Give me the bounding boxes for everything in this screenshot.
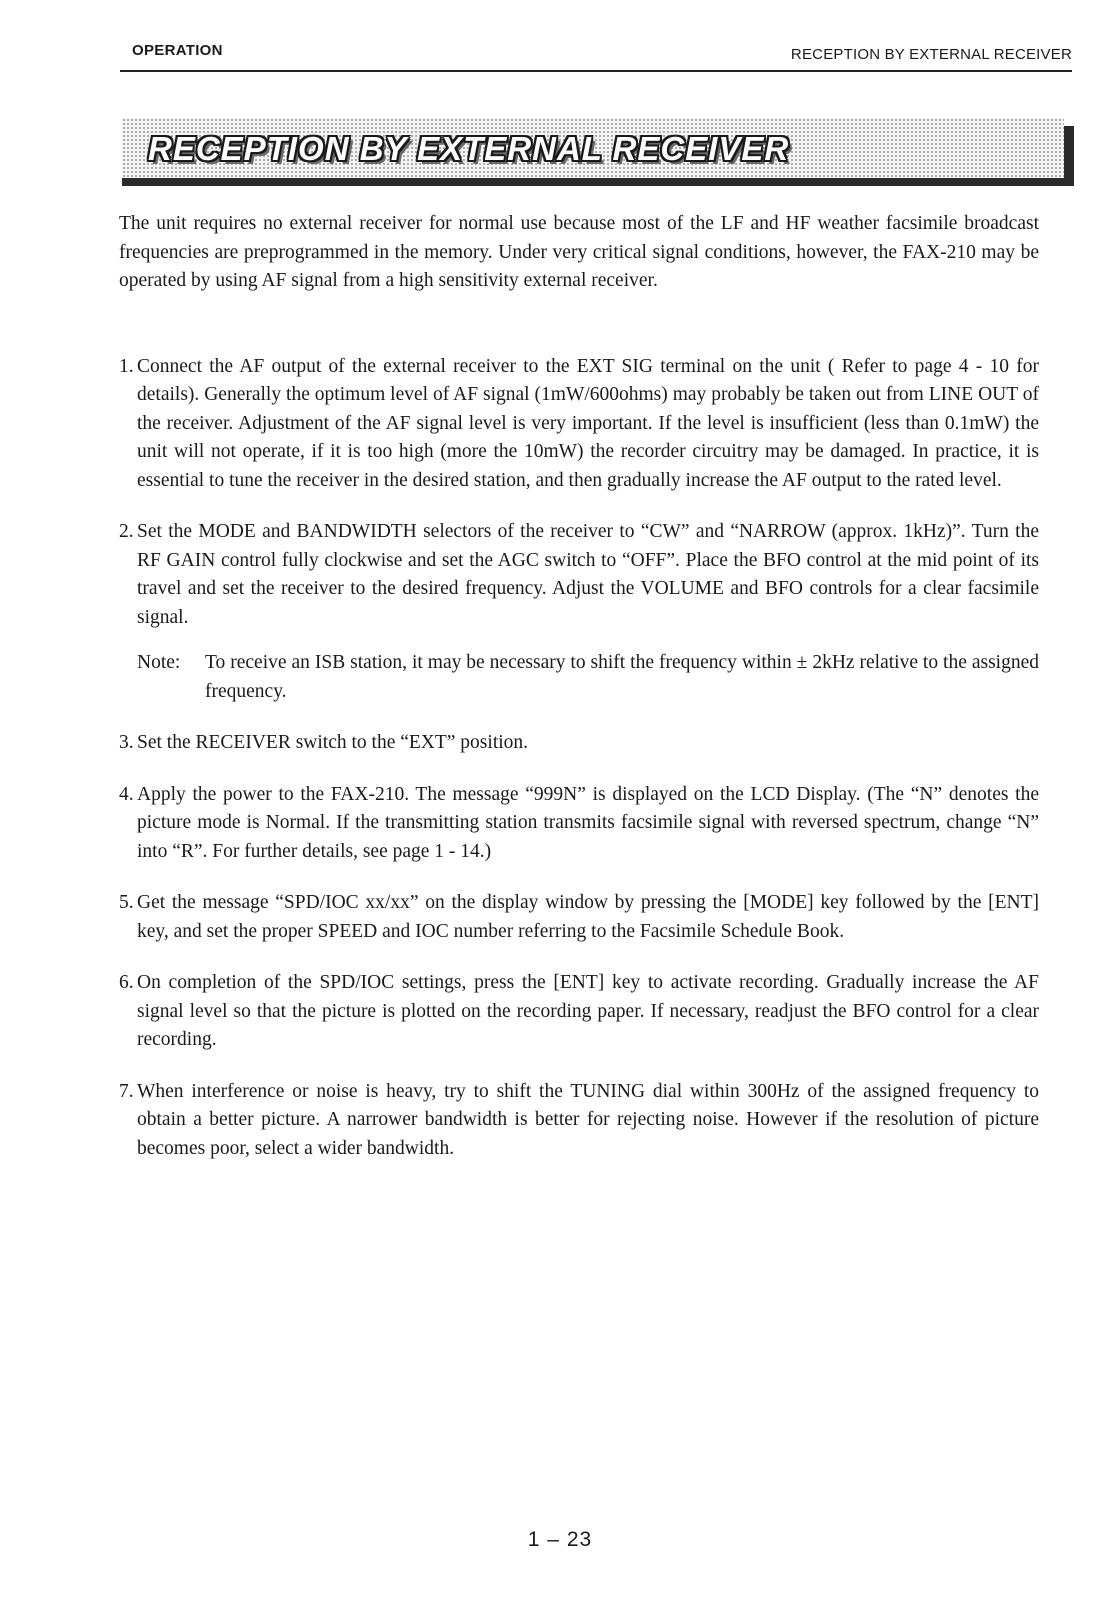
note-block: [137, 649, 1039, 706]
step-number: 3.: [119, 732, 134, 753]
step-text: On completion of the SPD/IOC settings, press the [ENT] key to activate recording. Gradually increase the AF signal level so that the picture is plotted on the recording paper. If necessary, readjust the BFO control for a clear recording.: [137, 972, 1039, 1050]
step-item-7: [119, 1078, 1039, 1164]
step-item-3: [119, 729, 1039, 758]
note-text: To receive an ISB station, it may be necessary to shift the frequency within ± 2kHz relative to the assigned frequency.: [205, 652, 1039, 702]
step-text: Set the RECEIVER switch to the “EXT” position.: [137, 732, 529, 753]
step-text: Set the MODE and BANDWIDTH selectors of the receiver to “CW” and “NARROW (approx. 1kHz)”. Turn the RF GAIN control fully clockwise and set the AGC switch to “OFF”. Place the BFO control at the mid point of its travel and set the receiver to the desired frequency. Adjust the VOLUME and BFO controls for a clear facsimile signal.: [137, 521, 1039, 628]
header-section-label: OPERATION: [132, 42, 223, 59]
intro-paragraph: The unit requires no external receiver for normal use because most of the LF and HF weather facsimile broadcast frequencies are preprogrammed in the memory. Under very critical signal conditions, however, the FAX-210 may be operated by using AF signal from a high sensitivity external receiver.: [119, 213, 1039, 291]
step-text: When interference or noise is heavy, try to shift the TUNING dial within 300Hz of the assigned frequency to obtain a better picture. A narrower bandwidth is better for rejecting noise. However if the resolution of picture becomes poor, select a wider bandwidth.: [137, 1080, 1039, 1159]
step-number: 5.: [119, 892, 134, 913]
page-content: [119, 210, 1039, 1186]
step-item-1: [119, 353, 1039, 496]
step-text: Apply the power to the FAX-210. The message “999N” is displayed on the LCD Display. (The “N” denotes the picture mode is Normal. If the transmitting station transmits facsimile signal with reversed spectrum, change “N” into “R”. For further details, see page 1 - 14.): [137, 783, 1039, 862]
step-number: 6.: [119, 972, 134, 993]
page-title: RECEPTION BY EXTERNAL RECEIVER: [148, 130, 790, 167]
step-item-5: [119, 889, 1039, 946]
step-number: 2.: [119, 521, 134, 542]
step-number: 4.: [119, 783, 134, 805]
step-text: Get the message “SPD/IOC xx/xx” on the display window by pressing the [MODE] key followed by the [ENT] key, and set the proper SPEED and IOC number referring to the Facsimile Schedule Book.: [137, 892, 1039, 942]
step-item-2: [119, 518, 1039, 632]
step-number: 7.: [119, 1080, 134, 1102]
title-banner-shadow-bottom: [122, 178, 1064, 186]
page-number: 1 – 23: [527, 1528, 593, 1551]
note-label: Note:: [137, 652, 181, 673]
step-number: 1.: [119, 355, 134, 377]
title-banner-shadow-right: [1064, 126, 1074, 186]
step-item-6: [119, 969, 1039, 1055]
step-item-4: [119, 781, 1039, 867]
title-banner: [122, 118, 1074, 186]
step-text: Connect the AF output of the external receiver to the EXT SIG terminal on the unit ( Refer to page 4 - 10 for details). Generally the optimum level of AF signal (1mW/600ohms) may probably be taken out from LINE OUT of the receiver. Adjustment of the AF signal level is very important. If the level is insufficient (less than 0.1mW) the unit will not operate, if it is too high (more the 10mW) the recorder circuitry may be damaged. In practice, it is essential to tune the receiver in the desired station, and then gradually increase the AF output to the rated level.: [137, 355, 1039, 491]
running-header: [120, 40, 1072, 72]
header-chapter-title: RECEPTION BY EXTERNAL RECEIVER: [790, 46, 1072, 63]
